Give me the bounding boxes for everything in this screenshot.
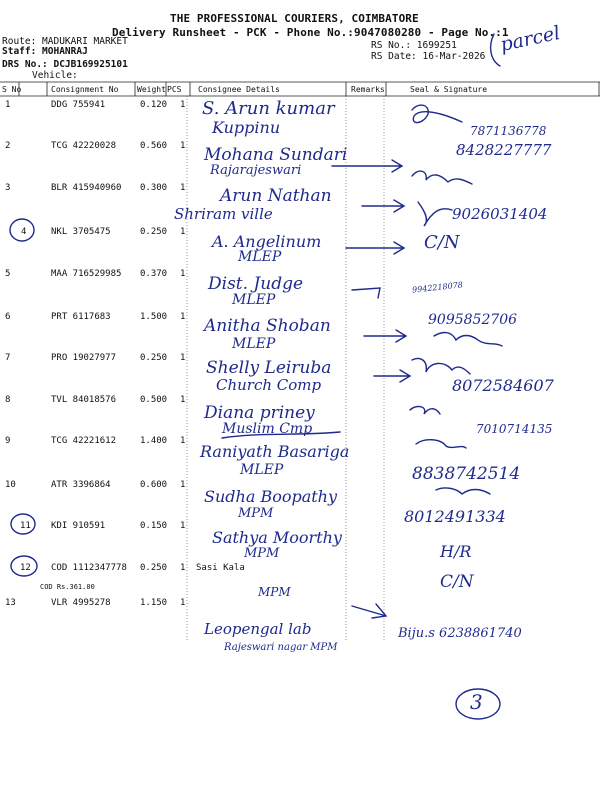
row-8-pcs: 1 bbox=[180, 395, 186, 405]
row-6-consignment: PRT 6117683 bbox=[51, 312, 111, 322]
row-6-consignee-place: MLEP bbox=[232, 336, 276, 352]
row-3b-signature-scribble bbox=[418, 202, 452, 226]
row-8-seal-note: 7010714135 bbox=[476, 422, 553, 436]
row-9-signature-scribble bbox=[416, 440, 466, 448]
row-3-signature-scribble bbox=[412, 171, 472, 184]
row-8-consignee-place: Muslim Cmp bbox=[222, 421, 313, 437]
row-11-consignment: KDI 910591 bbox=[51, 521, 106, 531]
row-12-consignee: Sasi Kala bbox=[196, 563, 245, 573]
row-12-weight: 0.250 bbox=[140, 563, 168, 573]
row-12-circle bbox=[11, 556, 37, 576]
row-4-seal-note: C/N bbox=[424, 232, 460, 253]
row-5-consignee: Dist. Judge bbox=[208, 274, 304, 294]
row-13-weight: 1.150 bbox=[140, 598, 168, 608]
row-12-consignee-place: MPM bbox=[258, 585, 291, 599]
row-3-consignee: Arun Nathan bbox=[220, 186, 332, 206]
row-7-consignee: Shelly Leiruba bbox=[206, 358, 332, 378]
row-4-circle bbox=[10, 219, 34, 241]
row-7-weight: 0.250 bbox=[140, 353, 168, 363]
row-8-sno: 8 bbox=[5, 395, 11, 405]
row-5-weight: 0.370 bbox=[140, 269, 168, 279]
row-1-consignee-place: Kuppinu bbox=[212, 118, 281, 137]
row-11-sno: 11 bbox=[20, 521, 31, 531]
row-13-seal-note: Biju.s 6238861740 bbox=[398, 626, 522, 641]
row-9-consignment: TCG 42221612 bbox=[51, 436, 117, 446]
company-title: THE PROFESSIONAL COURIERS, COIMBATORE bbox=[170, 12, 419, 25]
row-1-consignment: DDG 755941 bbox=[51, 100, 106, 110]
row-1-sno: 1 bbox=[5, 100, 11, 110]
row-12-cod-amount: COD Rs.361.00 bbox=[40, 583, 95, 591]
row-6-weight: 1.500 bbox=[140, 312, 168, 322]
row-7-sno: 7 bbox=[5, 353, 11, 363]
row-6-signature-scribble bbox=[434, 333, 502, 346]
row-10-consignee-place: MPM bbox=[238, 506, 274, 521]
row-11-weight: 0.150 bbox=[140, 521, 168, 531]
row-12-pcs: 1 bbox=[180, 563, 186, 573]
row-4-consignee: A. Angelinum bbox=[212, 232, 322, 251]
row-7-signature-scribble bbox=[412, 359, 470, 375]
drs-text: DRS No.: DCJB169925101 bbox=[2, 59, 128, 70]
col-header-consignee: Consignee Details bbox=[198, 85, 280, 94]
row-1-consignee: S. Arun kumar bbox=[202, 98, 335, 119]
row-13-pcs: 1 bbox=[180, 598, 186, 608]
row-3-consignment: BLR 415940960 bbox=[51, 183, 122, 193]
row-2-pcs: 1 bbox=[180, 141, 186, 151]
row-7-pcs: 1 bbox=[180, 353, 186, 363]
runsheet-title: Delivery Runsheet - PCK - Phone No.:9047080280 - Page No.:1 bbox=[112, 26, 509, 39]
row-4-weight: 0.250 bbox=[140, 227, 168, 237]
row-3-consignee-place: Shriram ville bbox=[174, 205, 273, 223]
row-11-seal-note: H/R bbox=[440, 542, 472, 561]
row-6-consignee: Anitha Shoban bbox=[204, 316, 331, 336]
row-8-consignment: TVL 84018576 bbox=[51, 395, 117, 405]
row-11-consignee-place: MPM bbox=[244, 546, 280, 561]
route-text: Route: MADUKARI MARKET bbox=[2, 36, 128, 47]
vehicle-text: Vehicle: bbox=[32, 70, 78, 81]
row-11-pcs: 1 bbox=[180, 521, 186, 531]
row-12-seal-note: C/N bbox=[440, 572, 474, 592]
row-13-sno: 13 bbox=[5, 598, 16, 608]
row-6-sno: 6 bbox=[5, 312, 11, 322]
row-1-seal-note: 7871136778 bbox=[470, 124, 547, 138]
row-3-arrow bbox=[362, 200, 404, 212]
row-2-consignee: Mohana Sundari bbox=[204, 145, 348, 165]
row-9-weight: 1.400 bbox=[140, 436, 168, 446]
row-2-consignment: TCG 42220028 bbox=[51, 141, 117, 151]
row-7-consignee-place: Church Comp bbox=[216, 376, 322, 394]
row-10-pcs: 1 bbox=[180, 480, 186, 490]
row-8-consignee: Diana priney bbox=[204, 403, 315, 423]
row-9-sno: 9 bbox=[5, 436, 11, 446]
row-8-signature-scribble bbox=[410, 407, 440, 414]
row-1-signature-scribble bbox=[412, 105, 462, 123]
row-9-seal-note: 8838742514 bbox=[412, 464, 521, 484]
row-2-arrow bbox=[332, 160, 402, 172]
row-8-underline bbox=[222, 432, 340, 438]
row-8-weight: 0.500 bbox=[140, 395, 168, 405]
row-2-seal-note: 8428227777 bbox=[456, 141, 552, 159]
row-12-consignment: COD 1112347778 bbox=[51, 563, 127, 573]
row-5-seal-note: 9942218078 bbox=[411, 280, 464, 295]
col-header-remarks: Remarks bbox=[351, 85, 385, 94]
row-2-weight: 0.560 bbox=[140, 141, 168, 151]
row-2-sno: 2 bbox=[5, 141, 11, 151]
row-12-sno: 12 bbox=[20, 563, 31, 573]
row-3-pcs: 1 bbox=[180, 183, 186, 193]
row-10-consignee: Sudha Boopathy bbox=[204, 487, 338, 506]
row-10-sno: 10 bbox=[5, 480, 16, 490]
row-4-sno: 4 bbox=[21, 227, 27, 237]
row-3-sno: 3 bbox=[5, 183, 11, 193]
col-header-consignment: Consignment No bbox=[51, 85, 119, 94]
row-5-pcs: 1 bbox=[180, 269, 186, 279]
col-header-seal: Seal & Signature bbox=[410, 85, 488, 94]
row-3-weight: 0.300 bbox=[140, 183, 168, 193]
row-6-arrow bbox=[364, 330, 406, 342]
row-2-consignee-place: Rajarajeswari bbox=[210, 163, 302, 178]
col-header-weight: Weight bbox=[137, 85, 166, 94]
staff-text: Staff: MOHANRAJ bbox=[2, 46, 88, 57]
row-7-arrow bbox=[374, 370, 410, 382]
row-6-pcs: 1 bbox=[180, 312, 186, 322]
col-header-sno: S No bbox=[2, 85, 22, 94]
row-6-seal-note: 9095852706 bbox=[428, 312, 518, 328]
rs-date-text: RS Date: 16-Mar-2026 bbox=[371, 51, 486, 62]
rs-no-text: RS No.: 1699251 bbox=[371, 40, 457, 51]
row-3-seal-note: 9026031404 bbox=[452, 205, 548, 223]
row-4-consignment: NKL 3705475 bbox=[51, 227, 111, 237]
row-7-seal-note: 8072584607 bbox=[452, 376, 554, 395]
row-10-weight: 0.600 bbox=[140, 480, 168, 490]
row-11-consignee: Sathya Moorthy bbox=[212, 528, 342, 547]
row-11-circle bbox=[11, 514, 35, 534]
parcel-bracket bbox=[491, 34, 500, 66]
row-13-arrow bbox=[352, 604, 386, 618]
row-9-consignee: Raniyath Basariga bbox=[200, 442, 350, 461]
row-13-consignment: VLR 4995278 bbox=[51, 598, 111, 608]
row-13-consignee-place: Rajeswari nagar MPM bbox=[224, 642, 338, 653]
row-5-arrow bbox=[352, 288, 380, 298]
footer-circled-number: 3 bbox=[470, 690, 483, 714]
row-4-arrow bbox=[346, 242, 404, 254]
row-7-consignment: PRO 19027977 bbox=[51, 353, 117, 363]
row-4-pcs: 1 bbox=[180, 227, 186, 237]
row-13-consignee: Leopengal lab bbox=[204, 620, 312, 638]
row-5-consignment: MAA 716529985 bbox=[51, 269, 122, 279]
row-9-consignee-place: MLEP bbox=[240, 462, 284, 478]
row-10-signature-scribble bbox=[436, 488, 490, 494]
parcel-handwritten-note: parcel bbox=[498, 21, 563, 57]
row-1-weight: 0.120 bbox=[140, 100, 168, 110]
row-4-consignee-place: MLEP bbox=[238, 249, 282, 265]
col-header-pcs: PCS bbox=[167, 85, 182, 94]
row-5-consignee-place: MLEP bbox=[232, 292, 276, 308]
row-10-consignment: ATR 3396864 bbox=[51, 480, 111, 490]
row-1-pcs: 1 bbox=[180, 100, 186, 110]
row-9-pcs: 1 bbox=[180, 436, 186, 446]
row-5-sno: 5 bbox=[5, 269, 11, 279]
row-10-seal-note: 8012491334 bbox=[404, 507, 506, 526]
